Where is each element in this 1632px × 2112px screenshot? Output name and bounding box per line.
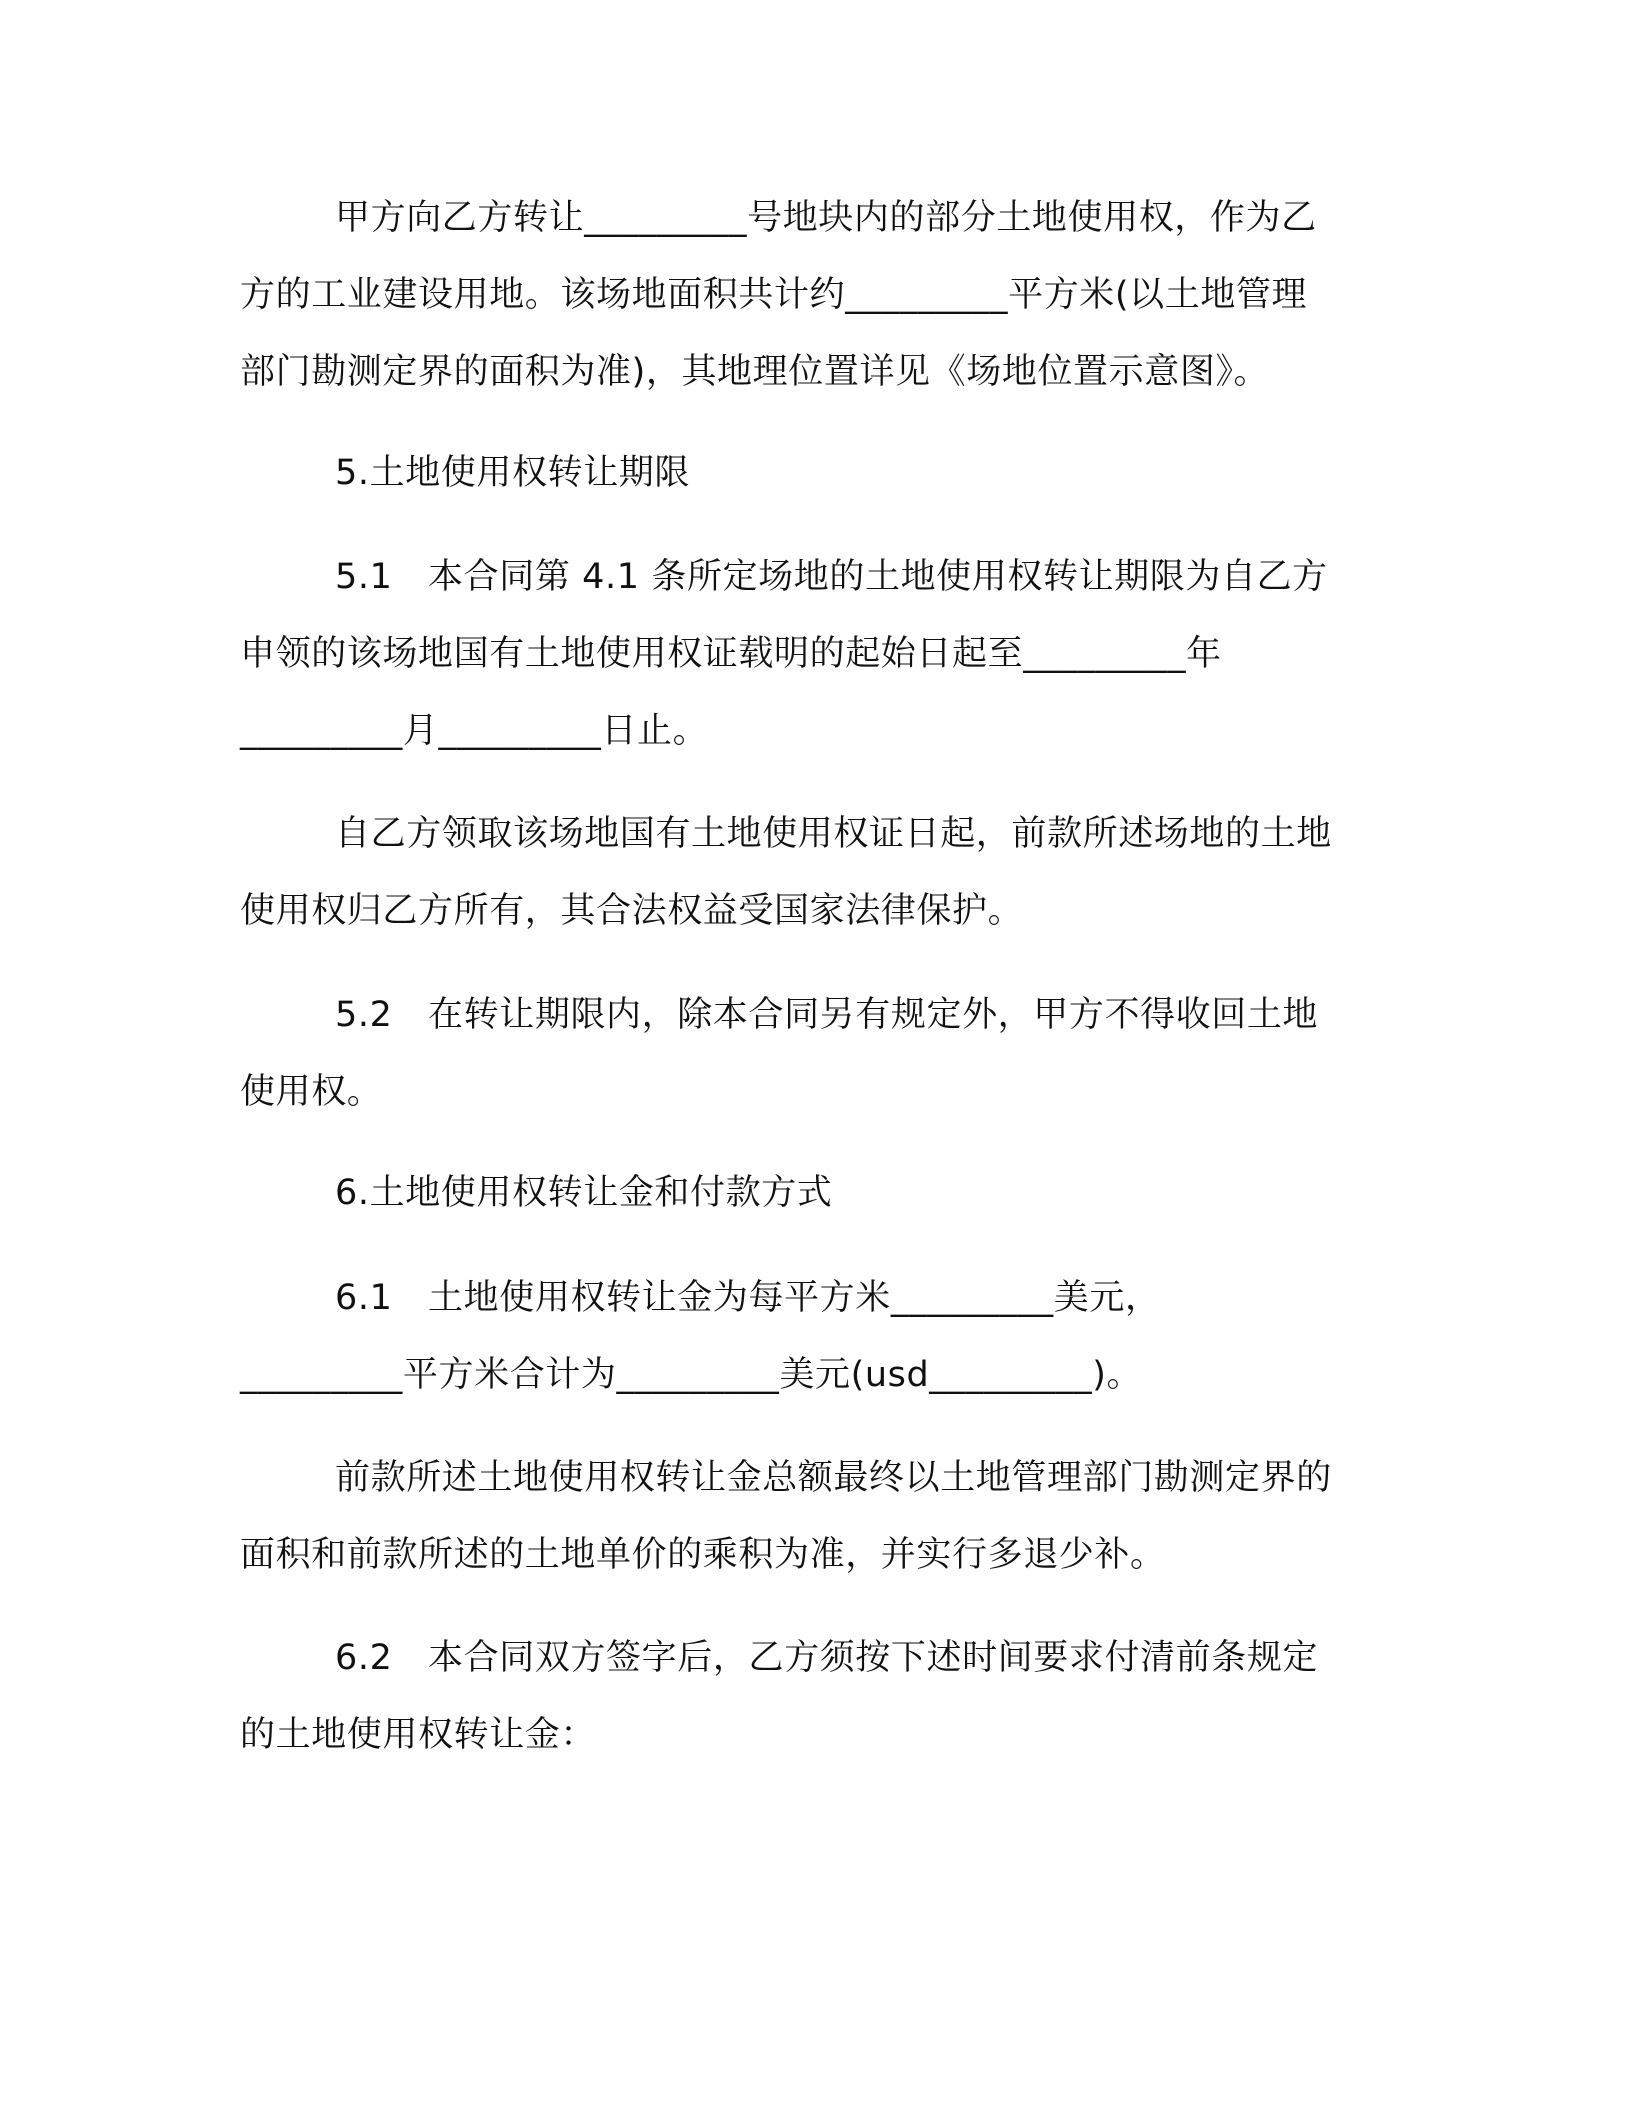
paragraph-line: 5.1 本合同第 4.1 条所定场地的土地使用权转让期限为自乙方: [335, 557, 1328, 597]
paragraph-line: 甲方向乙方转让_________号地块内的部分土地使用权，作为乙: [335, 198, 1317, 238]
paragraph-line: _________平方米合计为_________美元(usd_________)。: [240, 1355, 1143, 1395]
section-heading: 6.土地使用权转让金和付款方式: [335, 1173, 833, 1213]
paragraph-line: _________月_________日止。: [240, 711, 709, 751]
paragraph-line: 面积和前款所述的土地单价的乘积为准，并实行多退少补。: [240, 1535, 1166, 1575]
paragraph-line: 5.2 在转让期限内，除本合同另有规定外，甲方不得收回土地: [335, 995, 1319, 1035]
paragraph-line: 6.1 土地使用权转让金为每平方米_________美元，: [335, 1278, 1161, 1318]
paragraph-line: 6.2 本合同双方签字后，乙方须按下述时间要求付清前条规定: [335, 1638, 1319, 1678]
paragraph-line: 自乙方领取该场地国有土地使用权证日起，前款所述场地的土地: [335, 814, 1332, 854]
section-heading: 5.土地使用权转让期限: [335, 453, 690, 493]
paragraph-line: 前款所述土地使用权转让金总额最终以土地管理部门勘测定界的: [335, 1458, 1332, 1498]
paragraph-line: 申领的该场地国有土地使用权证载明的起始日起至_________年: [240, 634, 1222, 674]
paragraph-line: 的土地使用权转让金：: [240, 1715, 597, 1755]
paragraph-line: 使用权归乙方所有，其合法权益受国家法律保护。: [240, 891, 1024, 931]
paragraph-line: 使用权。: [240, 1072, 383, 1112]
paragraph-line: 方的工业建设用地。该场地面积共计约_________平方米(以土地管理: [240, 275, 1308, 315]
paragraph-line: 部门勘测定界的面积为准)，其地理位置详见《场地位置示意图》。: [240, 352, 1270, 392]
